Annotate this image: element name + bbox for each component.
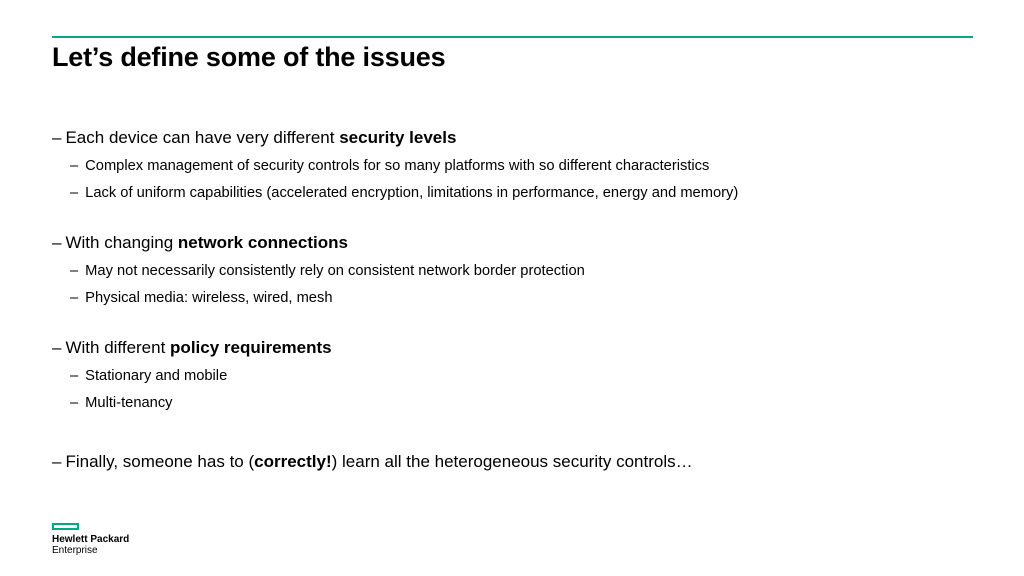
bullet-text: Each device can have very different [65,128,340,147]
hpe-logo [52,523,129,556]
bullet-dash: – [52,128,62,147]
sub-bullet-text: Lack of uniform capabilities (accelerated encryption, limitations in performance, energy and memory) [85,185,739,201]
bullet-dash: – [52,452,62,471]
bullet-main [52,337,992,359]
bullet-main [52,127,992,149]
logo-text [52,534,129,556]
sub-bullet [52,157,992,176]
bullet-bold: correctly! [254,452,332,471]
bullet-section [52,451,992,473]
sub-bullet-text: Stationary and mobile [85,368,228,384]
slide-title: Let’s define some of the issues [52,42,446,72]
bullet-main [52,232,992,254]
sub-bullet-dash: – [70,395,79,411]
sub-bullet [52,367,992,386]
hpe-element-icon [52,523,79,530]
bullet-text-after: ) learn all the heterogeneous security controls… [331,452,693,471]
bullet-dash: – [52,338,62,357]
bullet-bold: security levels [339,128,457,147]
sub-bullet-dash: – [70,368,79,384]
logo-line-1: Hewlett Packard [52,534,130,545]
bullet-section [52,232,992,308]
bullet-section [52,337,992,413]
bullet-bold: policy requirements [170,338,332,357]
sub-bullet-dash: – [70,185,79,201]
sub-bullet [52,262,992,281]
sub-bullet-dash: – [70,158,79,174]
bullet-text: With different [65,338,171,357]
sub-bullet-text: Physical media: wireless, wired, mesh [85,290,333,306]
bullet-text: With changing [65,233,178,252]
sub-bullet-text: Complex management of security controls for so many platforms with so different characteristics [85,158,710,174]
bullet-section [52,127,992,203]
sub-bullet-dash: – [70,290,79,306]
sub-bullet [52,289,992,308]
title-rule [52,36,973,38]
bullet-main [52,451,992,473]
sub-bullet-text: Multi-tenancy [85,395,173,411]
sub-bullet [52,184,992,203]
sub-bullet [52,394,992,413]
sub-bullet-dash: – [70,263,79,279]
slide-content [52,127,992,502]
bullet-text: Finally, someone has to ( [65,452,255,471]
bullet-bold: network connections [177,233,348,252]
sub-bullet-text: May not necessarily consistently rely on consistent network border protection [85,263,585,279]
bullet-dash: – [52,233,62,252]
logo-line-2: Enterprise [52,545,98,556]
